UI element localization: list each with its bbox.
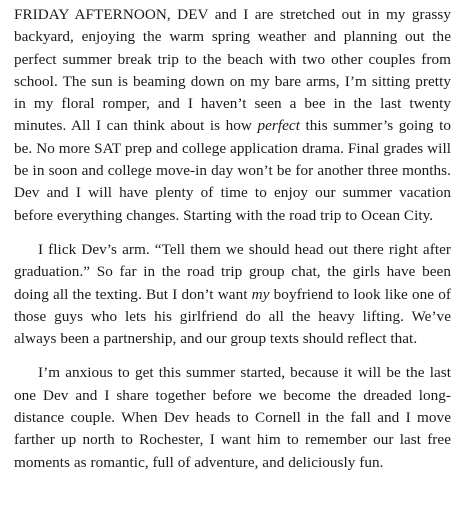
paragraph-2 bbox=[14, 239, 451, 350]
paragraph-3-text: I’m anxious to get this summer started, because it will be the last one Dev and I share together before we become the dreaded long-distance couple. When Dev heads to Cornell in the fall and I move farther up north to Rochester, I want him to remember our last free moments as romantic, full of adventure, and deliciously fun. bbox=[14, 364, 451, 471]
paragraph-3 bbox=[14, 362, 451, 473]
chapter-lead-in: FRIDAY AFTERNOON, DEV bbox=[14, 6, 209, 23]
paragraph-1-text-b: this summer’s going to be. No more SAT prep and college application drama. Final grades will be in soon and college move-in day won’t be for another three months. Dev and I will have plenty of time to enjoy our summer vacation before everything changes. Starting with the road trip to Ocean City. bbox=[14, 117, 451, 224]
paragraph-1-emphasis: perfect bbox=[257, 117, 300, 135]
paragraph-2-text-a: I flick Dev’s arm. “Tell them we should head out there right after graduation.” So far in the road trip group chat, the girls have been doing all the texting. But I don’t want bbox=[14, 240, 451, 303]
paragraph-1-text-a: and I are stretched out in my grassy backyard, enjoying the warm spring weather and planning out the perfect summer break trip to the beach with two other couples from school. The sun is beaming down on my bare arms, I’m sitting pretty in my floral romper, and I haven’t seen a bee in the last twenty minutes. All I can think about is how bbox=[14, 6, 451, 135]
paragraph-2-text-b: boyfriend to look like one of those guys who lets his girlfriend do all the heavy lifting. We’ve always been a partnership, and our group texts should reflect that. bbox=[14, 285, 451, 348]
paragraph-2-emphasis: my bbox=[251, 285, 270, 303]
paragraph-1 bbox=[14, 4, 451, 227]
